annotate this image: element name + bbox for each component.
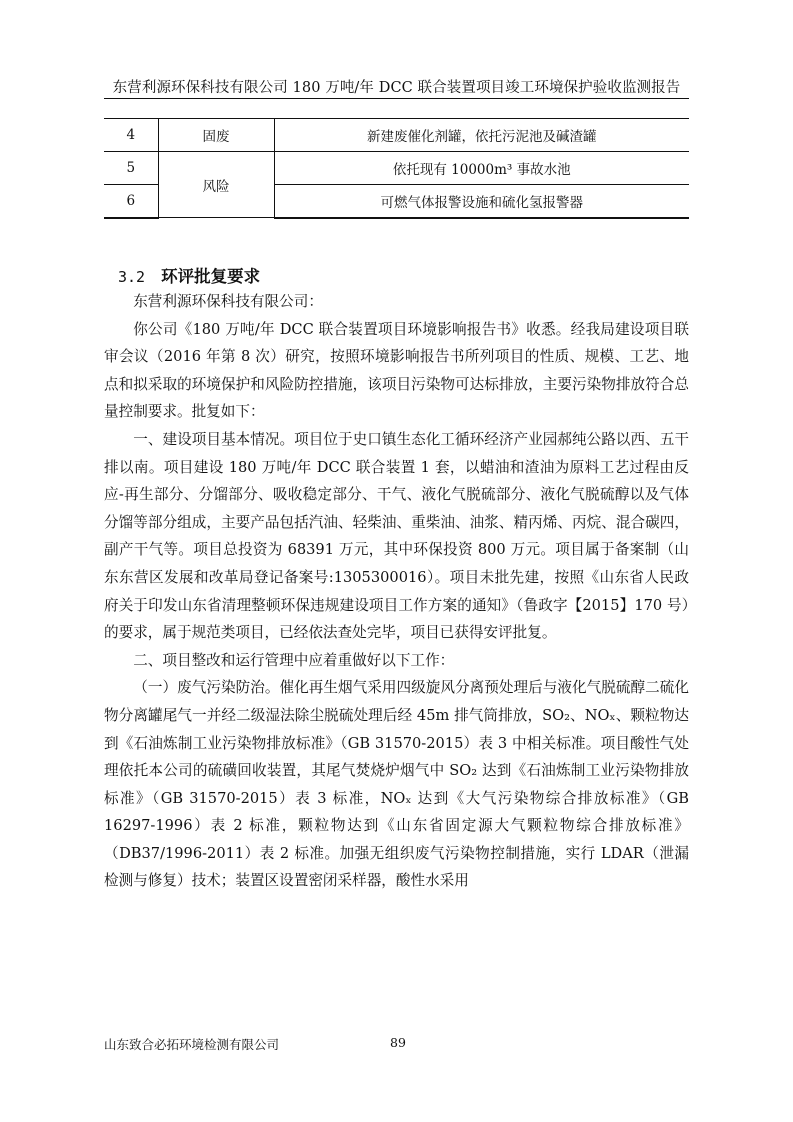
paragraph: 一、建设项目基本情况。项目位于史口镇生态化工循环经济产业园郝纯公路以西、五干排以南。项目建设 180 万吨/年 DCC 联合装置 1 套，以蜡油和渣油为原料工艺过程由反应-再生部分、分馏部分、吸收稳定部分、干气、液化气脱硫部分、液化气脱硫醇以及气体分馏等部分组成，主要产品包括汽油、轻柴油、重柴油、油浆、精丙烯、丙烷、混合碳四，副产干气等。项目总投资为 68391 万元，其中环保投资 800 万元。项目属于备案制（山东东营区发展和改革局登记备案号:1305300016）。项目未批先建，按照《山东省人民政府关于印发山东省清理整顿环保违规建设项目工作方案的通知》（鲁政字【2015】170 号）的要求，属于规范类项目，已经依法查处完毕，项目已获得安评批复。 — [104, 430, 689, 642]
row-content: 可燃气体报警设施和硫化氢报警器 — [274, 185, 689, 218]
paragraph: 你公司《180 万吨/年 DCC 联合装置项目环境影响报告书》收悉。经我局建设项目联审会议（2016 年第 8 次）研究，按照环境影响报告书所列项目的性质、规模、工艺、地点和拟采取的环境保护和风险防控措施，该项目污染物可达标排放，主要污染物排放符合总量控制要求。批复如下： — [104, 320, 689, 421]
row-content: 新建废催化剂罐，依托污泥池及碱渣罐 — [274, 119, 689, 152]
row-category: 风险 — [158, 152, 274, 218]
measures-table — [104, 118, 689, 219]
paragraph: （一）废气污染防治。催化再生烟气采用四级旋风分离预处理后与液化气脱硫醇二硫化物分离罐尾气一并经二级湿法除尘脱硫处理后经 45m 排气筒排放，SO₂、NOₓ、颗粒物达到《石油炼制工业污染物排放标准》（GB 31570-2015）表 3 中相关标准。项目酸性气处理依托本公司的硫磺回收装置，其尾气焚烧炉烟气中 SO₂ 达到《石油炼制工业污染物排放标准》（GB 31570-2015）表 3 标准，NOₓ 达到《大气污染物综合排放标准》（GB 16297-1996）表 2 标准，颗粒物达到《山东省固定源大气颗粒物综合排放标准》（DB37/1996-2011）表 2 标准。加强无组织废气污染物控制措施，实行 LDAR（泄漏检测与修复）技术；装置区设置密闭采样器，酸性水采用 — [104, 679, 689, 890]
salutation: 东营利源环保科技有限公司： — [133, 293, 323, 310]
section-heading — [118, 263, 260, 287]
page-number: 89 — [390, 1035, 406, 1050]
header-divider — [104, 98, 689, 99]
row-number: 5 — [104, 152, 158, 185]
row-number: 4 — [104, 119, 158, 152]
section-title: 环评批复要求 — [161, 267, 261, 286]
section-number: 3.2 — [118, 268, 146, 286]
row-content: 依托现有 10000m³ 事故水池 — [274, 152, 689, 185]
table-row — [104, 119, 689, 152]
page-header-title: 东营利源环保科技有限公司 180 万吨/年 DCC 联合装置项目竣工环境保护验收监测报告 — [112, 80, 681, 96]
row-category: 固废 — [158, 119, 274, 152]
row-number: 6 — [104, 185, 158, 218]
body-text — [104, 288, 689, 895]
paragraph: 二、项目整改和运行管理中应着重做好以下工作： — [133, 651, 455, 669]
footer-company: 山东致合必拓环境检测有限公司 — [104, 1037, 280, 1052]
table-row — [104, 152, 689, 185]
